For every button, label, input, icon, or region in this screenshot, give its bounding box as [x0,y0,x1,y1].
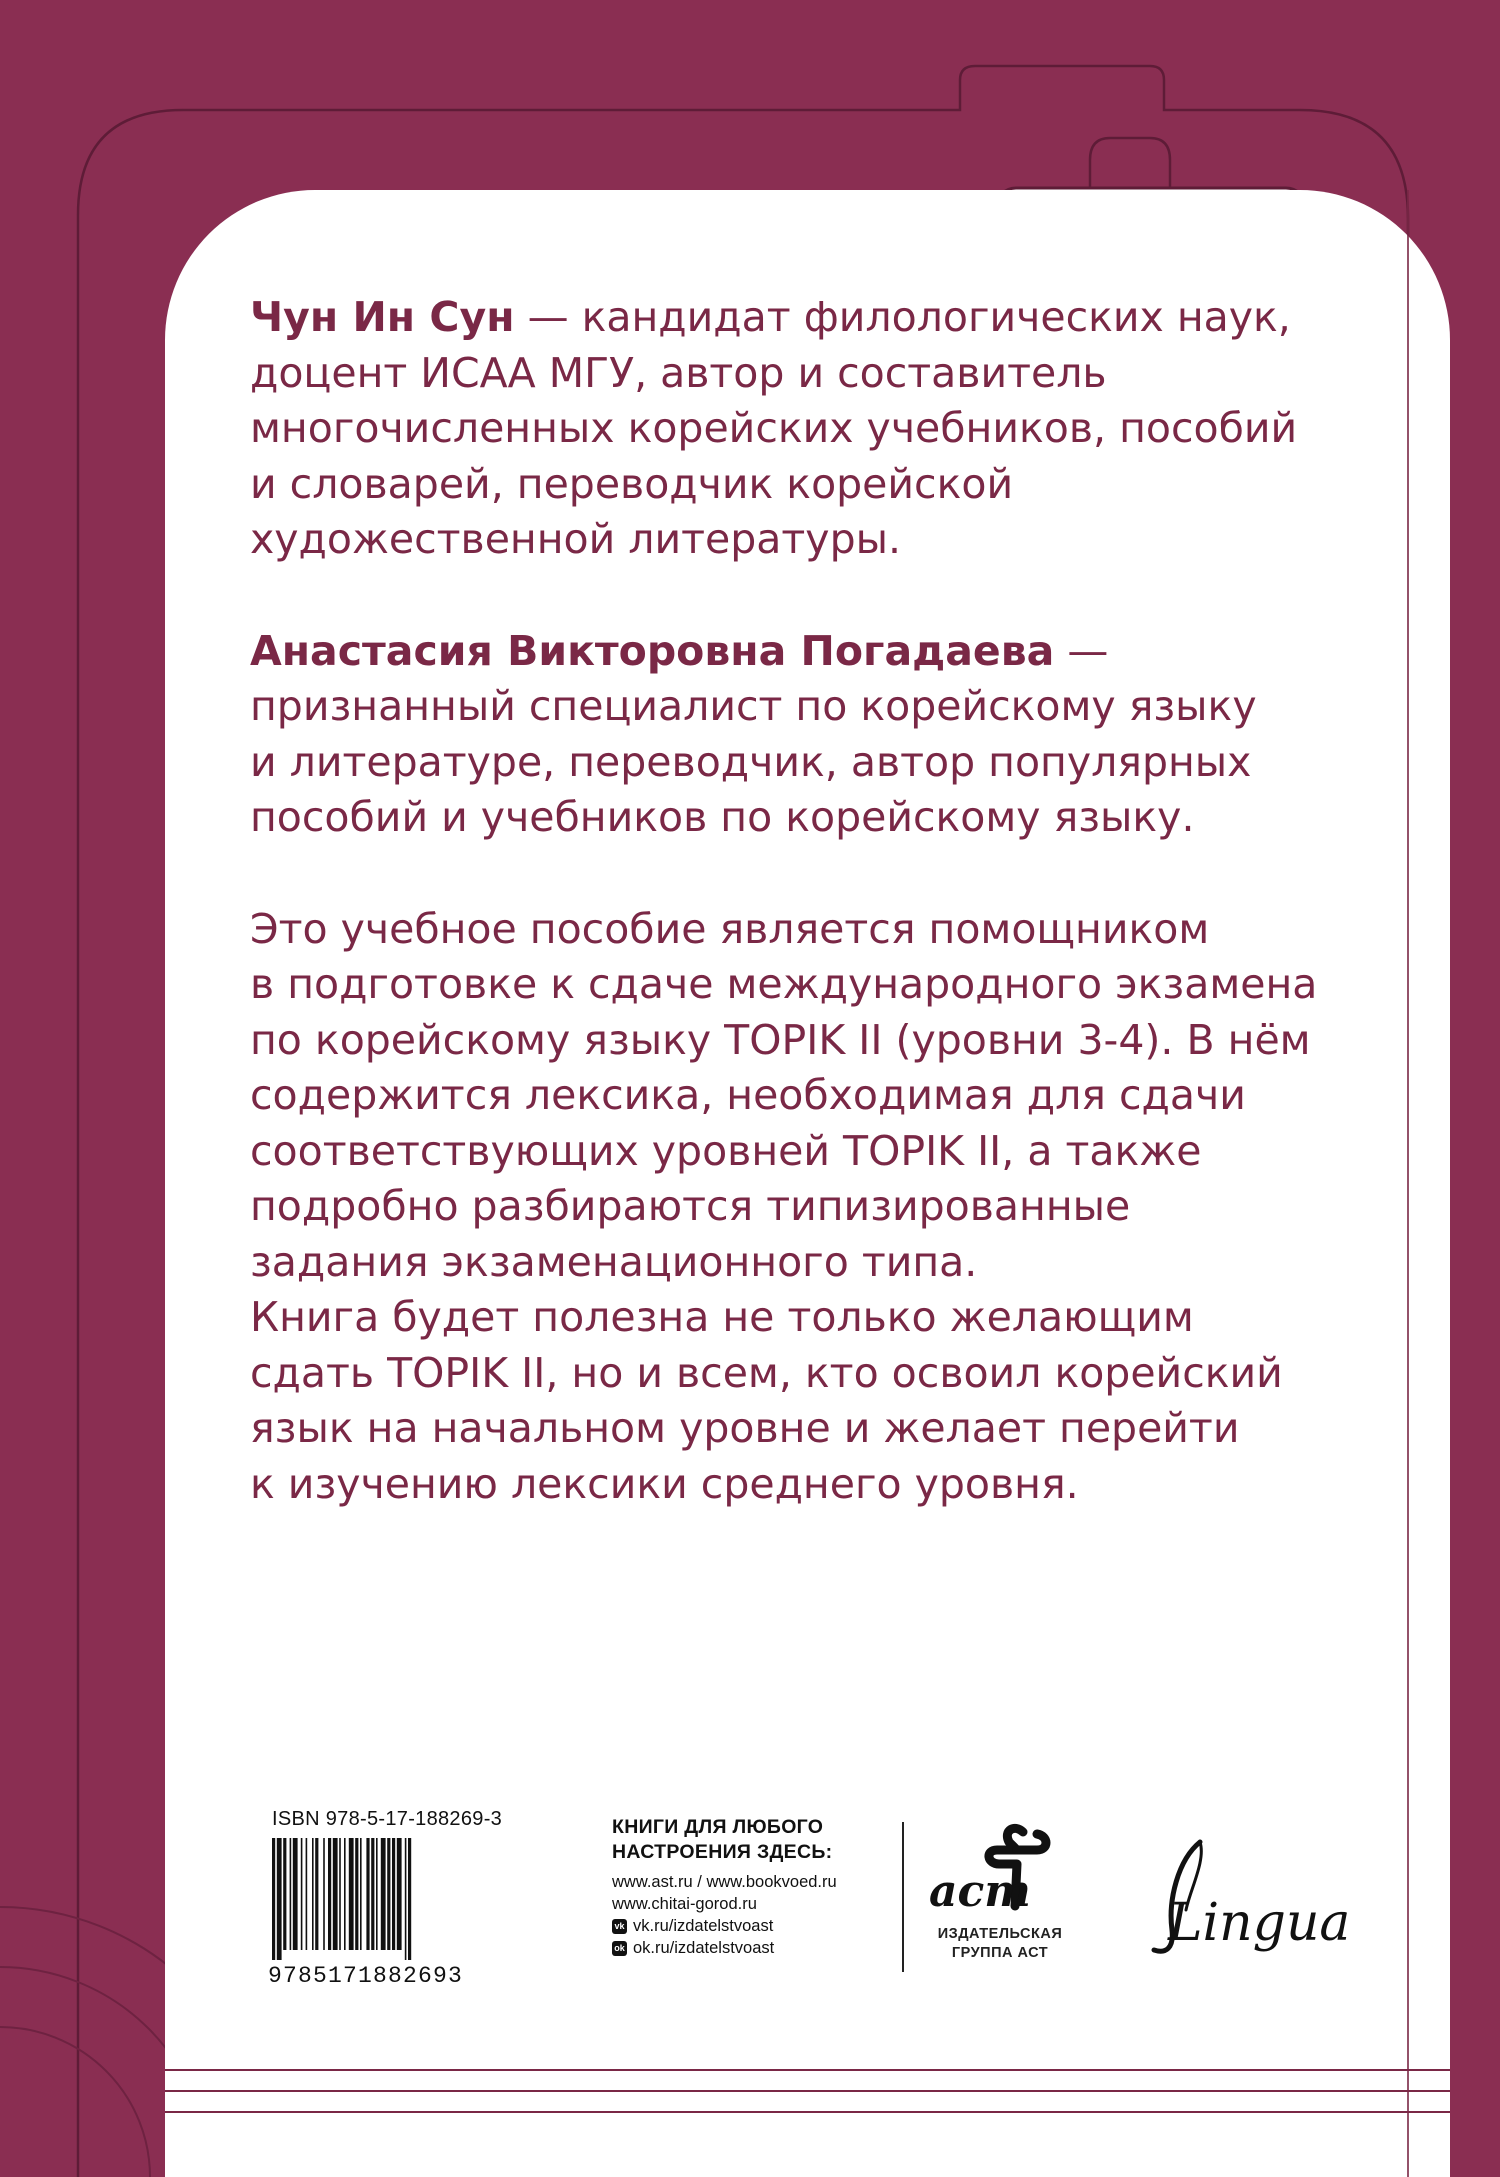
barcode-bar [349,1838,354,1950]
barcode-bar [344,1838,346,1950]
barcode-bar [387,1838,390,1950]
barcode-bar [333,1838,338,1950]
where-to-buy-block [612,1815,912,1959]
social-vk[interactable]: vk vk.ru/izdatelstvoast [612,1915,912,1937]
author-2-name: Анастасия Викторовна Погадаева [250,626,1055,675]
barcode-bar [277,1838,282,1960]
barcode-bar [323,1838,325,1950]
barcode [268,1838,508,1960]
barcode-bar [408,1838,411,1960]
barcode-bar [355,1838,358,1950]
back-cover-text [250,290,1380,1512]
barcode-bar [283,1838,286,1950]
author-2-bio: Анастасия Викторовна Погадаева — признанный специалист по корейскому языку и литературе, переводчик, автор популярных пособий и учебников по корейскому языку. [250,626,1257,841]
link-chitai-gorod[interactable]: www.chitai-gorod.ru [612,1895,757,1913]
social-ok[interactable]: ok ok.ru/izdatelstvoast [612,1937,912,1959]
barcode-bar [339,1838,341,1950]
barcode-bar [272,1838,275,1960]
barcode-bar [315,1838,318,1950]
barcode-bar [290,1838,292,1950]
barcode-number: 9785171882693 [268,1963,464,1989]
barcode-bar [328,1838,331,1950]
lingua-logo [1138,1830,1358,1980]
barcode-bar [301,1838,303,1950]
publisher-caption-2: ГРУППА АСТ [951,1945,1049,1961]
vk-icon: vk [612,1919,627,1934]
book-description: Это учебное пособие является помощником в подготовке к сдаче международного экзамена по корейскому языку TOPIK II (уровни 3-4). В нём содержится лексика, необходимая для сдачи соответствующих уровней TOPIK II, а также подробно разбираются типизированные задания экзаменационного типа. Книга будет полезна не только желающим сдать TOPIK II, но и всем, кто освоил корейский язык на начальном уровне и желает перейти к изучению лексики среднего уровня. [250,904,1318,1508]
barcode-bar [306,1838,308,1950]
barcode-bar [397,1838,402,1950]
isbn-label: ISBN 978-5-17-188269-3 [272,1808,503,1830]
barcode-bar [405,1838,407,1960]
publisher-caption-1: ИЗДАТЕЛЬСКАЯ [937,1926,1063,1942]
barcode-bar [376,1838,378,1950]
publisher-logo [925,1820,1075,1963]
books-heading-line-1: КНИГИ ДЛЯ ЛЮБОГО [612,1816,824,1838]
link-ast-bookvoed[interactable]: www.ast.ru / www.bookvoed.ru [612,1873,837,1891]
barcode-bar [360,1838,362,1950]
divider [902,1822,904,1972]
barcode-bar [381,1838,386,1950]
barcode-bar [293,1838,298,1950]
author-1-bio: Чун Ин Сун — кандидат филологических наук, доцент ИСАА МГУ, автор и составитель многочисленных корейских учебников, пособий и словарей, переводчик корейской художественной литературы. [250,293,1298,563]
barcode-bar [366,1838,369,1950]
barcode-bar [312,1838,314,1950]
ok-icon: ok [612,1941,627,1956]
author-1-name: Чун Ин Сун [250,293,515,341]
books-heading-line-2: НАСТРОЕНИЯ ЗДЕСЬ: [612,1841,833,1863]
barcode-bar [392,1838,395,1950]
barcode-bar [371,1838,374,1950]
svg-text:аст: аст [929,1866,1031,1917]
ast-logo-icon [925,1820,1075,1920]
svg-text:Lingua: Lingua [1168,1893,1351,1953]
